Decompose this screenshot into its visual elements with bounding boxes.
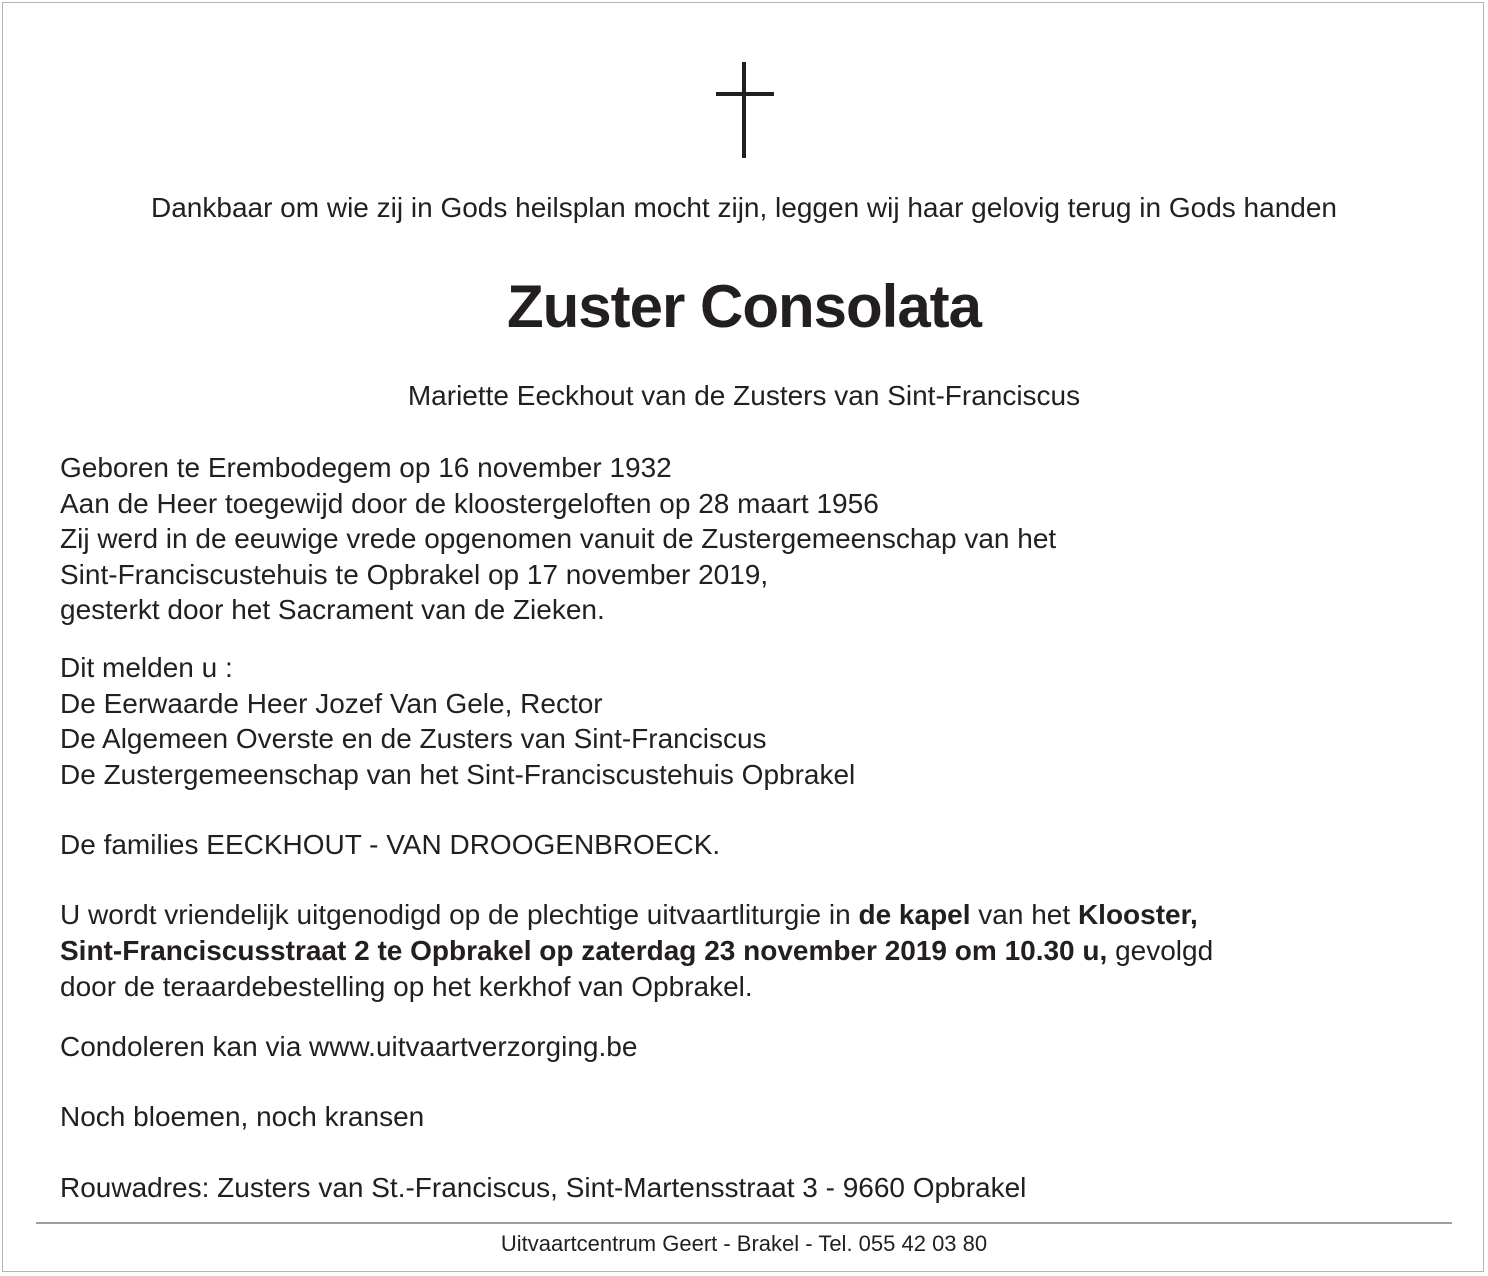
bio-line-birth: Geboren te Erembodegem op 16 november 1932 xyxy=(60,452,672,483)
epigraph: Dankbaar om wie zij in Gods heilsplan mocht zijn, leggen wij haar gelovig terug in Gods handen xyxy=(151,192,1337,223)
bio-line-vows: Aan de Heer toegewijd door de kloostergeloften op 28 maart 1956 xyxy=(60,487,879,519)
families-line xyxy=(60,827,720,863)
flowers-text: Noch bloemen, noch kransen xyxy=(60,1101,425,1132)
announcers-block xyxy=(60,650,855,792)
invitation-address-date: Sint-Franciscusstraat 2 te Opbrakel op zaterdag 23 november 2019 om 10.30 u, xyxy=(60,935,1108,966)
deceased-subtitle: Mariette Eeckhout van de Zusters van Sint-Franciscus xyxy=(407,380,1081,411)
condolences-text: Condoleren kan via www.uitvaartverzorging.be xyxy=(60,1031,638,1062)
invitation-text: U wordt vriendelijk uitgenodigd op de plechtige uitvaartliturgie in xyxy=(60,899,859,930)
invitation-block xyxy=(60,897,1213,1005)
announcer-overste: De Algemeen Overste en de Zusters van Sint-Franciscus xyxy=(60,723,767,754)
condolences-line xyxy=(60,1029,637,1065)
invitation-location-chapel: de kapel xyxy=(858,899,971,930)
bio-line-sacrament: gesterkt door het Sacrament van de Zieken. xyxy=(60,594,605,625)
bio-line-death-1: Zij werd in de eeuwige vrede opgenomen vanuit de Zustergemeenschap van het xyxy=(60,523,1057,554)
invitation-text: gevolgd xyxy=(1107,935,1214,966)
invitation-line-1 xyxy=(60,897,1213,933)
footer-divider xyxy=(36,1222,1452,1224)
invitation-location-monastery: Klooster, xyxy=(1077,899,1198,930)
address-line xyxy=(60,1170,1026,1206)
cross-icon xyxy=(716,62,774,158)
announcer-community: De Zustergemeenschap van het Sint-Franciscustehuis Opbrakel xyxy=(60,758,856,790)
bio-line-death-2: Sint-Franciscustehuis te Opbrakel op 17 november 2019, xyxy=(60,558,769,590)
announcer-rector: De Eerwaarde Heer Jozef Van Gele, Rector xyxy=(60,687,603,719)
address-text: Rouwadres: Zusters van St.-Franciscus, Sint-Martensstraat 3 - 9660 Opbrakel xyxy=(60,1172,1027,1203)
families-text: De families EECKHOUT - VAN DROOGENBROECK. xyxy=(60,829,721,860)
footer-funeral-home: Uitvaartcentrum Geert - Brakel - Tel. 055 42 03 80 xyxy=(500,1231,988,1256)
invitation-text: van het xyxy=(970,899,1078,930)
deceased-name: Zuster Consolata xyxy=(506,273,982,340)
cross-vertical-bar xyxy=(742,62,746,158)
biography-block xyxy=(60,450,1056,628)
flowers-line xyxy=(60,1099,424,1135)
cross-horizontal-bar xyxy=(716,92,774,96)
invitation-line-3: door de teraardebestelling op het kerkhof van Opbrakel. xyxy=(60,971,753,1002)
invitation-line-2 xyxy=(60,933,1213,969)
announcers-intro: Dit melden u : xyxy=(60,652,233,683)
